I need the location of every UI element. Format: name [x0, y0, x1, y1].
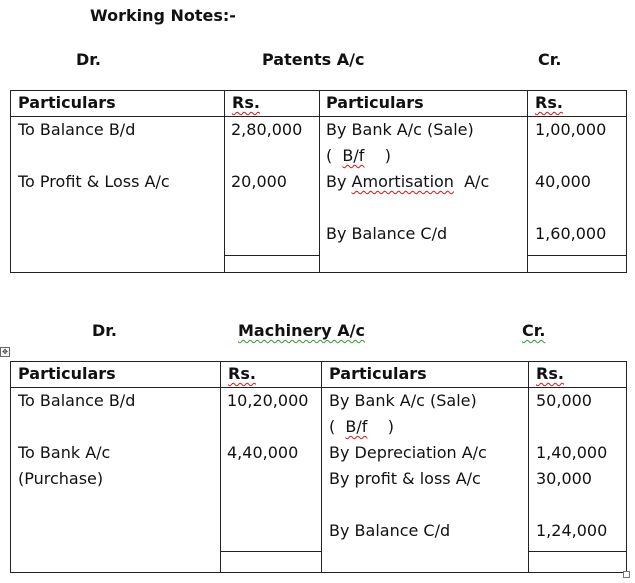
machinery-row-3-right: By Depreciation A/c — [329, 443, 487, 462]
machinery-col-divider-3 — [528, 361, 529, 573]
machinery-row-5-right: By Balance C/d — [329, 521, 451, 540]
patents-dr-label: Dr. — [76, 50, 101, 69]
machinery-row-1-right-amt: 50,000 — [536, 391, 592, 410]
machinery-header-particulars-right: Particulars — [329, 364, 427, 383]
machinery-row-4-left: (Purchase) — [18, 469, 104, 488]
resize-handle-icon[interactable] — [623, 571, 630, 578]
patents-header-rs-left: Rs. — [232, 93, 260, 112]
patents-row-3-left: To Profit & Loss A/c — [18, 172, 170, 191]
patents-row-1-left: To Balance B/d — [18, 120, 136, 139]
machinery-col-divider-1 — [220, 361, 221, 573]
machinery-header-rs-right: Rs. — [536, 364, 564, 383]
patents-row-4-right-amt: 1,60,000 — [535, 224, 607, 243]
patents-row-3-left-amt: 20,000 — [231, 172, 287, 191]
machinery-row-3-left: To Bank A/c — [18, 443, 111, 462]
machinery-row-1-left: To Balance B/d — [18, 391, 136, 410]
move-handle-icon[interactable]: ✥ — [0, 347, 10, 357]
patents-col-divider-3 — [527, 90, 528, 273]
patents-row-4-right: By Balance C/d — [326, 224, 448, 243]
patents-header-rs-right: Rs. — [535, 93, 563, 112]
machinery-header-particulars-left: Particulars — [18, 364, 116, 383]
patents-header-particulars-right: Particulars — [326, 93, 424, 112]
machinery-right-total-line — [528, 551, 627, 552]
machinery-title: Machinery A/c — [238, 321, 365, 340]
patents-col-divider-2 — [319, 90, 320, 273]
machinery-row-2-right: ( B/f ) — [329, 417, 395, 436]
patents-header-particulars-left: Particulars — [18, 93, 116, 112]
patents-row-2-right: ( B/f ) — [326, 146, 392, 165]
machinery-row-3-right-amt: 1,40,000 — [536, 443, 608, 462]
machinery-row-5-right-amt: 1,24,000 — [536, 521, 608, 540]
page-heading: Working Notes:- — [90, 6, 236, 25]
machinery-dr-label: Dr. — [92, 321, 117, 340]
patents-left-total-line — [224, 255, 319, 256]
patents-row-3-right: By Amortisation A/c — [326, 172, 490, 191]
patents-row-3-right-amt: 40,000 — [535, 172, 591, 191]
patents-title: Patents A/c — [262, 50, 365, 69]
machinery-col-divider-2 — [321, 361, 322, 573]
machinery-cr-label: Cr. — [522, 321, 546, 340]
patents-row-1-left-amt: 2,80,000 — [231, 120, 303, 139]
machinery-header-divider — [10, 387, 627, 388]
patents-row-1-right-amt: 1,00,000 — [535, 120, 607, 139]
machinery-row-3-left-amt: 4,40,000 — [227, 443, 299, 462]
machinery-row-1-left-amt: 10,20,000 — [227, 391, 309, 410]
machinery-row-4-right-amt: 30,000 — [536, 469, 592, 488]
machinery-header-rs-left: Rs. — [228, 364, 256, 383]
patents-col-divider-1 — [224, 90, 225, 273]
machinery-row-4-right: By profit & loss A/c — [329, 469, 481, 488]
machinery-row-1-right: By Bank A/c (Sale) — [329, 391, 477, 410]
machinery-left-total-line — [220, 551, 321, 552]
patents-right-total-line — [527, 255, 627, 256]
patents-cr-label: Cr. — [538, 50, 562, 69]
patents-row-1-right: By Bank A/c (Sale) — [326, 120, 474, 139]
